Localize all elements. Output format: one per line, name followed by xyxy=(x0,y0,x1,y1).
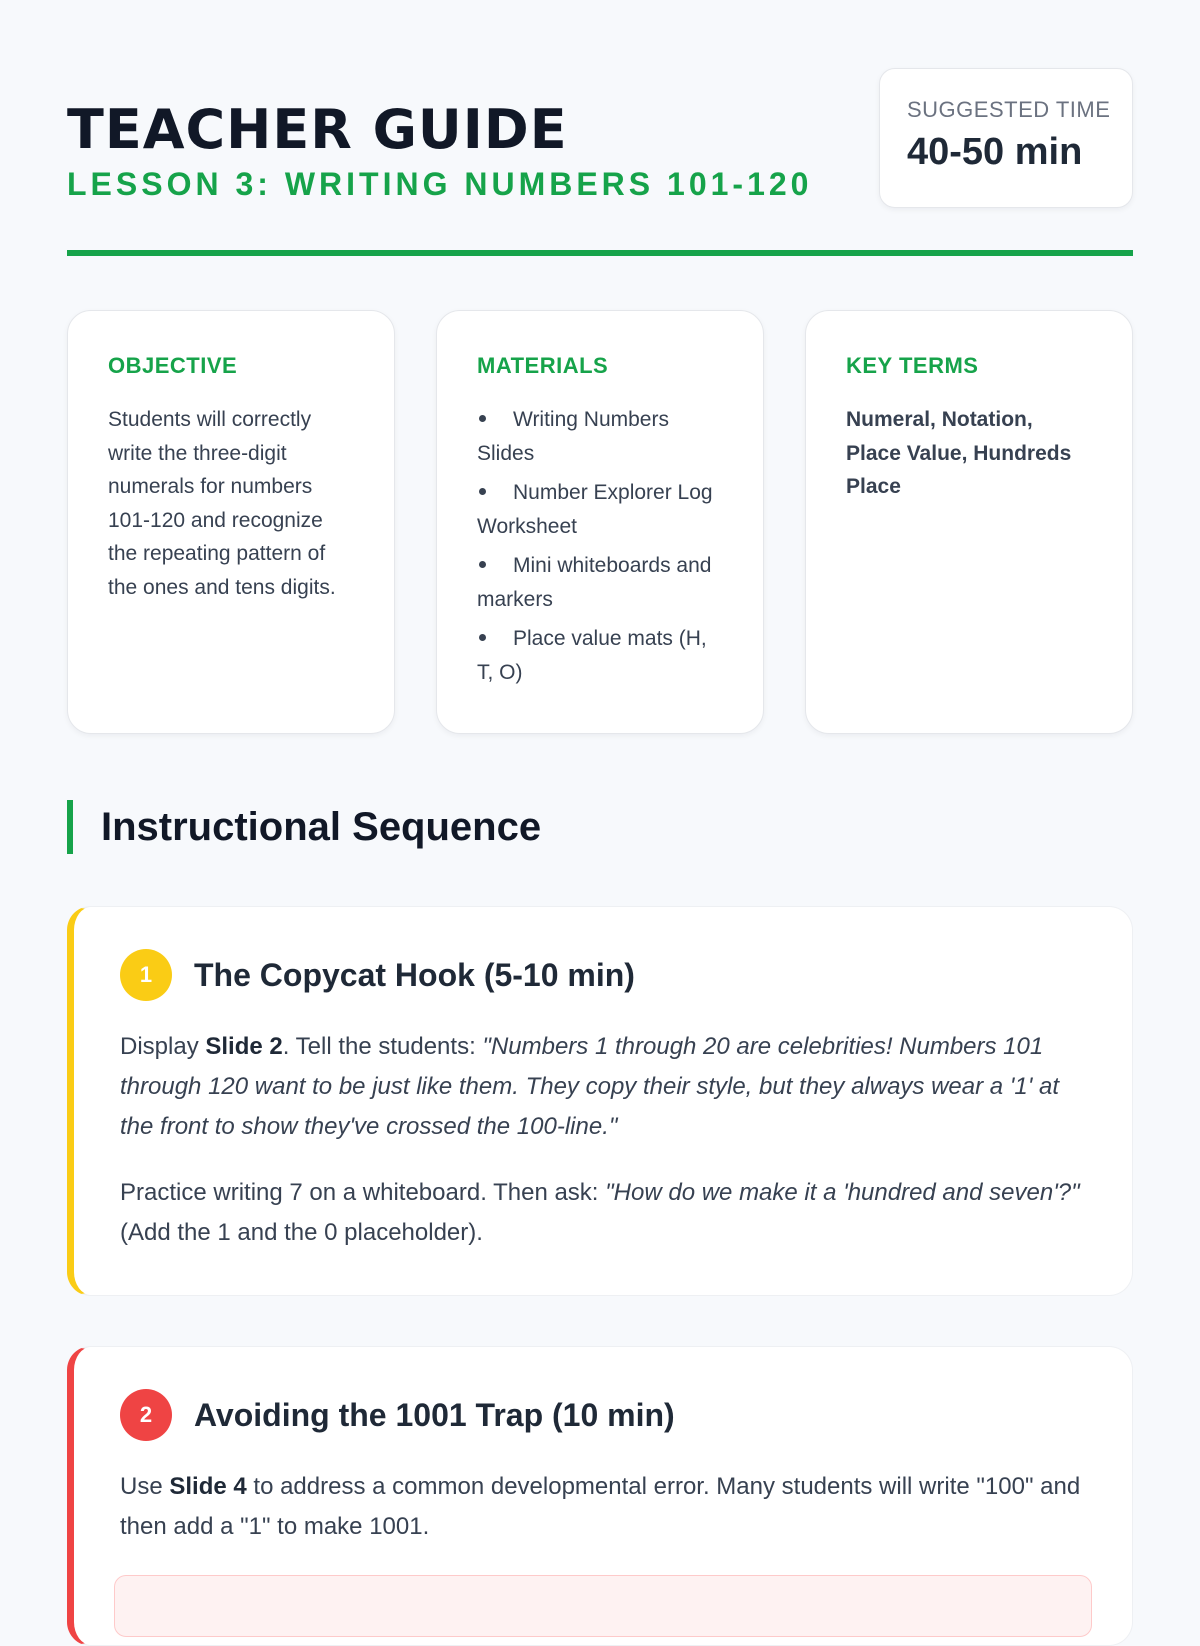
step-title: Avoiding the 1001 Trap (10 min) xyxy=(194,1396,675,1433)
header-divider xyxy=(67,250,1133,256)
step-number-badge: 2 xyxy=(120,1389,172,1441)
list-item: Place value mats (H, T, O) xyxy=(477,627,707,684)
step-paragraph: Practice writing 7 on a whiteboard. Then ask: "How do we make it a 'hundred and seven'?" (Add the 1 and the 0 placeholder). xyxy=(120,1179,1080,1246)
bullet-icon xyxy=(479,488,486,495)
suggested-time-box xyxy=(879,68,1133,208)
page-title: TEACHER GUIDE xyxy=(67,98,568,161)
warning-callout xyxy=(114,1575,1092,1637)
step-title: The Copycat Hook (5-10 min) xyxy=(194,956,635,993)
step-paragraph: Display Slide 2. Tell the students: "Numbers 1 through 20 are celebrities! Numbers 101 through 120 want to be just like them. They copy their style, but they always wear a '1' at the front to show they've crossed the 100-line." xyxy=(120,1033,1059,1140)
lesson-subtitle: LESSON 3: WRITING NUMBERS 101-120 xyxy=(67,166,813,202)
bullet-icon xyxy=(479,634,486,641)
step-number-badge: 1 xyxy=(120,949,172,1001)
suggested-time-label: SUGGESTED TIME xyxy=(907,97,1111,122)
suggested-time-value: 40-50 min xyxy=(907,131,1083,173)
list-item: Writing Numbers Slides xyxy=(477,408,669,465)
list-item: Mini whiteboards and markers xyxy=(477,554,712,611)
objective-card xyxy=(67,310,395,734)
step-paragraph: Use Slide 4 to address a common developmental error. Many students will write "100" and then add a "1" to make 1001. xyxy=(120,1473,1081,1540)
bullet-icon xyxy=(479,561,486,568)
list-item: Number Explorer Log Worksheet xyxy=(477,481,713,538)
materials-heading: MATERIALS xyxy=(477,353,609,378)
step-header xyxy=(120,1389,1092,1441)
step-card-1 xyxy=(67,906,1133,1296)
objective-text: Students will correctly write the three-digit numerals for numbers 101-120 and recognize the repeating pattern of the ones and tens digits. xyxy=(108,408,336,599)
header xyxy=(67,0,1133,256)
key-terms-text: Numeral, Notation, Place Value, Hundreds Place xyxy=(846,408,1072,498)
objective-heading: OBJECTIVE xyxy=(108,353,238,378)
key-terms-card xyxy=(805,310,1133,734)
info-cards xyxy=(67,310,1133,734)
section-title: Instructional Sequence xyxy=(67,800,541,854)
key-terms-heading: KEY TERMS xyxy=(846,353,979,378)
bullet-icon xyxy=(479,415,486,422)
materials-list xyxy=(477,403,723,689)
step-header xyxy=(120,949,1092,1001)
teacher-guide-page xyxy=(67,0,1133,1540)
step-card-2 xyxy=(67,1346,1133,1646)
materials-card xyxy=(436,310,764,734)
